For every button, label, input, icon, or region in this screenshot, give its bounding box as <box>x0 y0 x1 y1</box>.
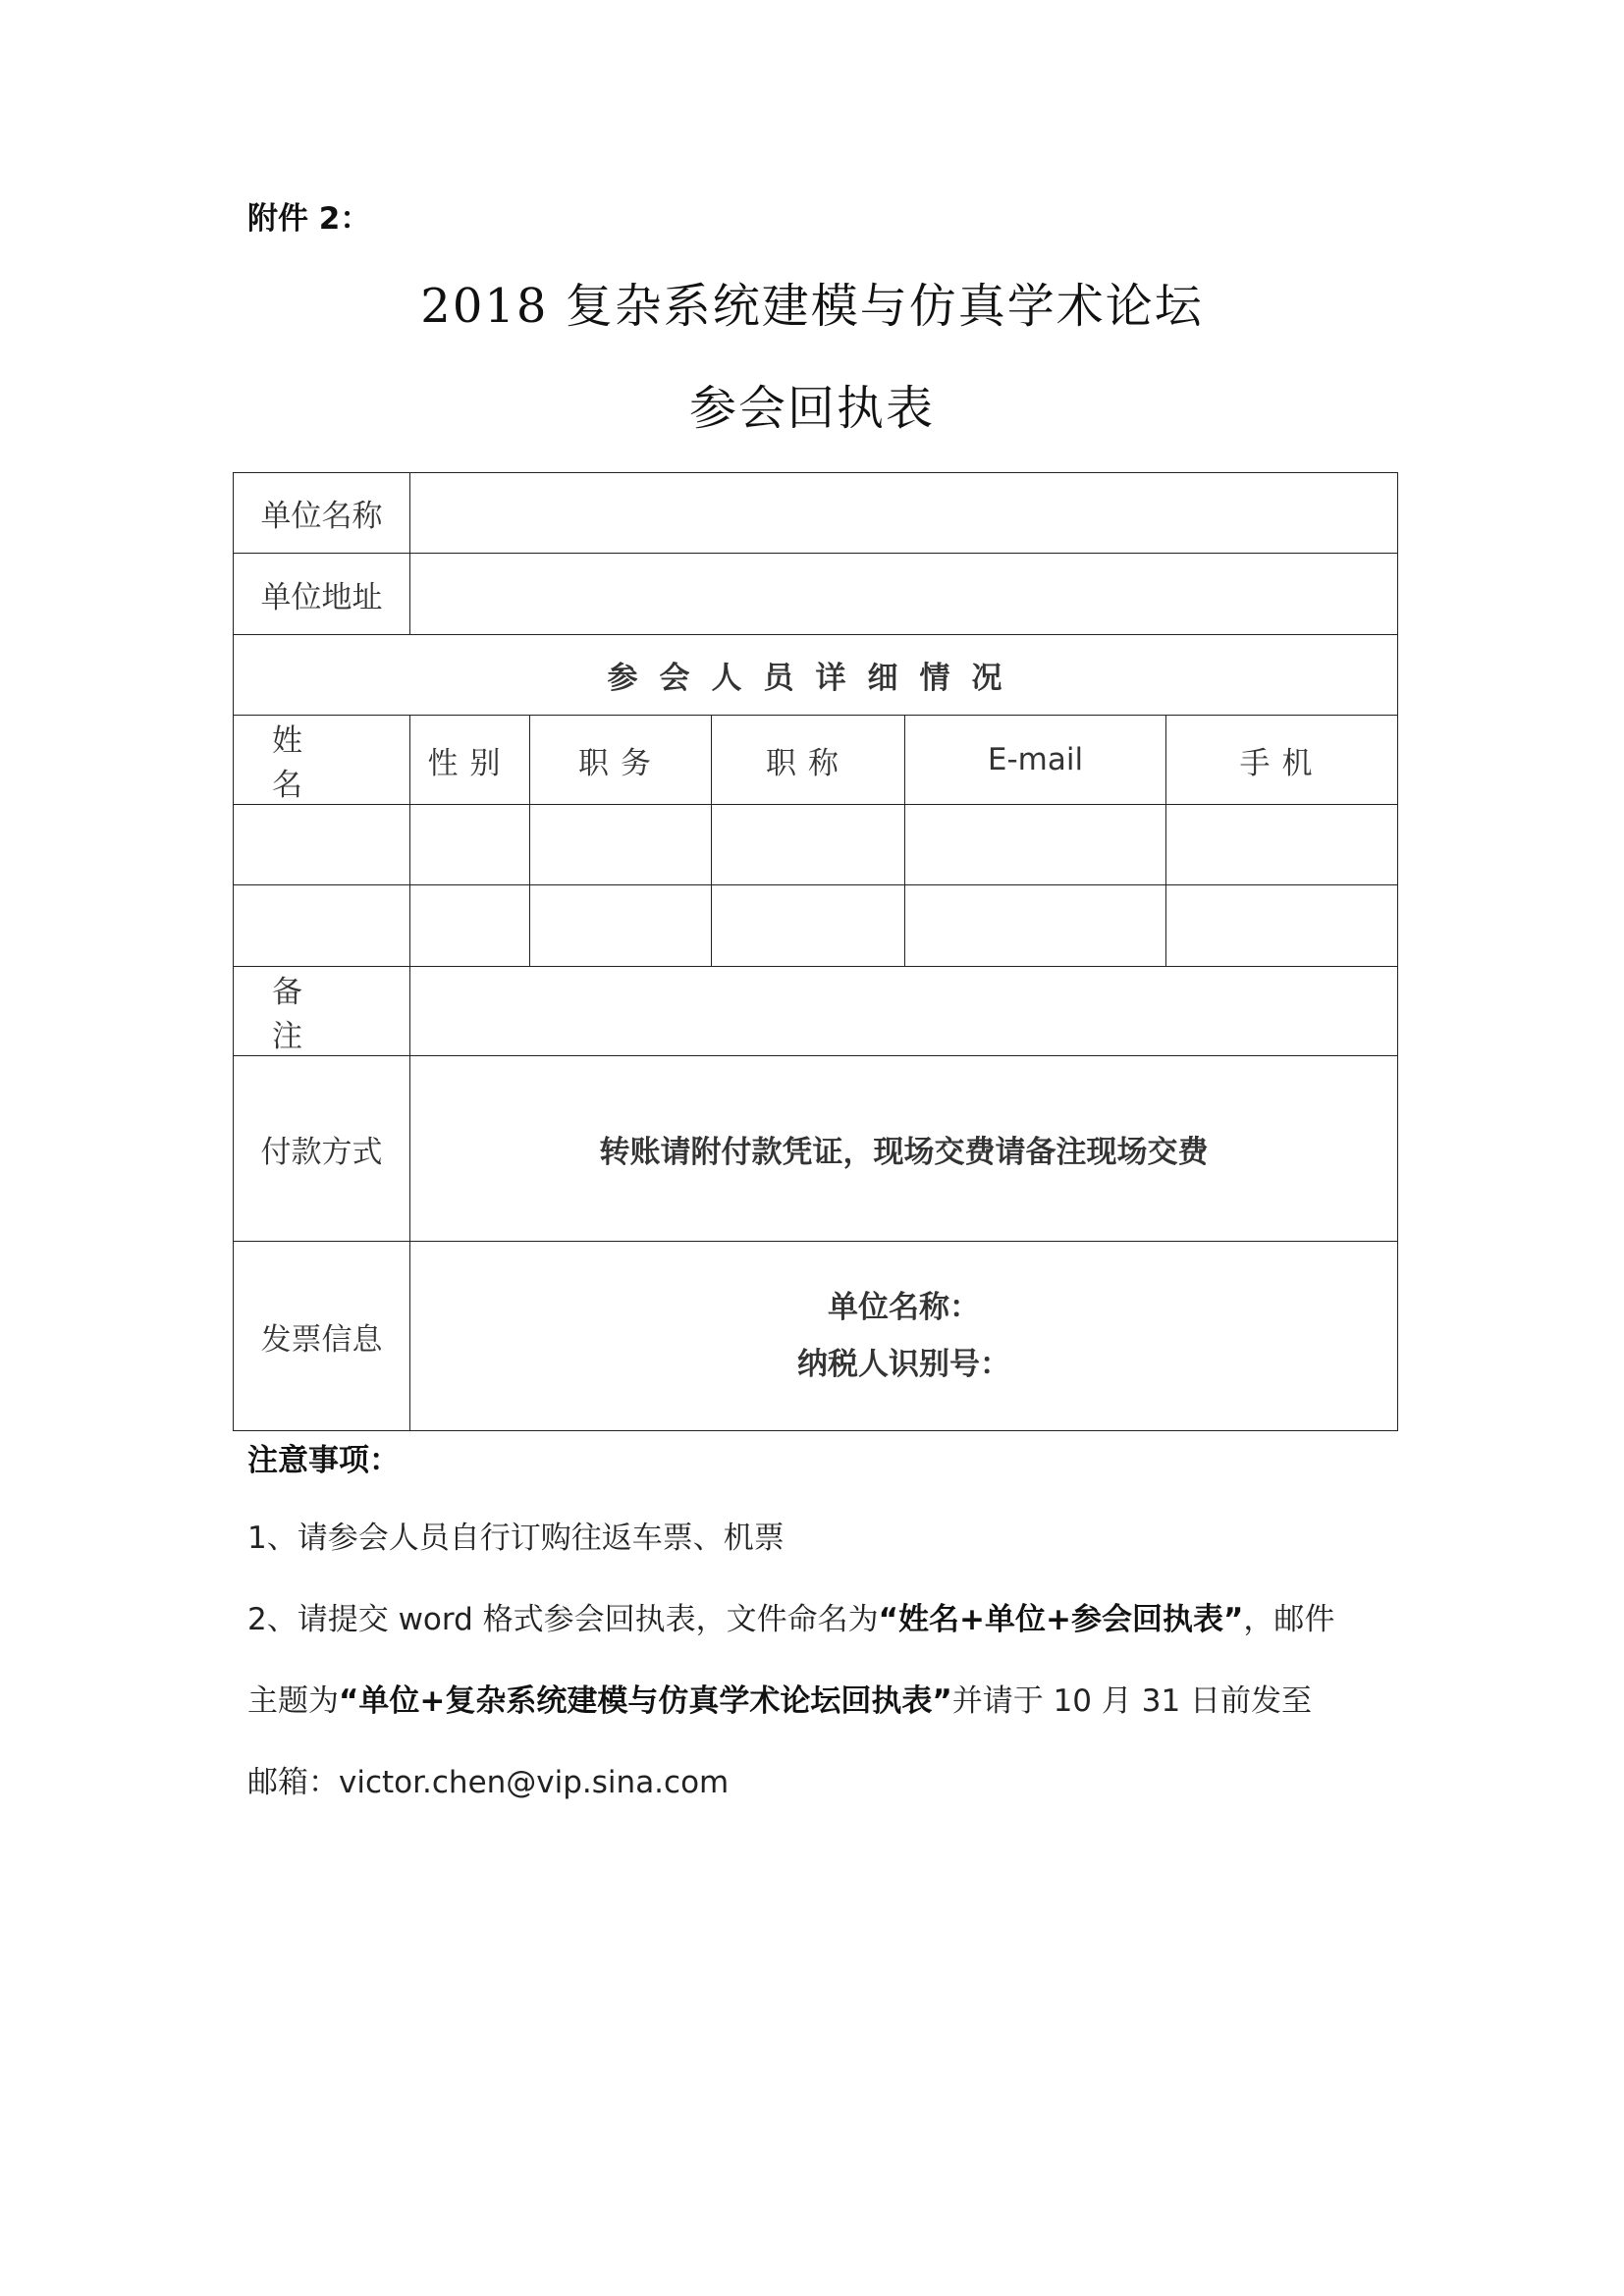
invoice-label: 发票信息 <box>234 1242 410 1431</box>
note-item-2-text: 主题为 <box>247 1683 339 1719</box>
unit-name-label: 单位名称 <box>234 473 410 554</box>
participant-gender-cell[interactable] <box>410 805 530 885</box>
participants-section-header: 参会人员详细情况 <box>234 635 1398 716</box>
participant-title-cell[interactable] <box>712 805 905 885</box>
note-item-2-subject: “单位+复杂系统建模与仿真学术论坛回执表” <box>339 1683 952 1719</box>
participant-email-cell[interactable] <box>905 885 1166 967</box>
note-item-2-email-line: 邮箱：victor.chen@vip.sina.com <box>247 1765 730 1800</box>
unit-name-row <box>234 473 1398 554</box>
form-title: 参会回执表 <box>688 381 935 436</box>
column-header-name: 姓名 <box>234 716 410 805</box>
participant-title-cell[interactable] <box>712 885 905 967</box>
column-header-email: E-mail <box>905 716 1166 805</box>
notes-title: 注意事项： <box>247 1443 400 1478</box>
participant-row <box>234 805 1398 885</box>
note-item-2-text: ，邮件 <box>1243 1602 1335 1637</box>
unit-address-label: 单位地址 <box>234 554 410 635</box>
remarks-label: 备注 <box>234 967 410 1056</box>
column-header-gender: 性别 <box>410 716 530 805</box>
invoice-tax-id-label: 纳税人识别号： <box>797 1347 1011 1382</box>
participant-gender-cell[interactable] <box>410 885 530 967</box>
remarks-row <box>234 967 1398 1056</box>
participant-position-cell[interactable] <box>530 805 712 885</box>
invoice-row <box>234 1242 1398 1431</box>
section-header-row <box>234 635 1398 716</box>
column-header-position: 职务 <box>530 716 712 805</box>
forum-title: 2018 复杂系统建模与仿真学术论坛 <box>420 279 1204 334</box>
note-item-2-line-2 <box>247 1682 1312 1721</box>
participant-row <box>234 885 1398 967</box>
invoice-field[interactable] <box>410 1242 1398 1431</box>
unit-address-field[interactable] <box>410 554 1398 635</box>
note-item-1: 1、请参会人员自行订购往返车票、机票 <box>247 1521 785 1556</box>
unit-address-row <box>234 554 1398 635</box>
participant-email-cell[interactable] <box>905 805 1166 885</box>
note-item-2-text: 并请于 10 月 31 日前发至 <box>951 1683 1313 1719</box>
remarks-field[interactable] <box>410 967 1398 1056</box>
note-item-2-text: 2、请提交 word 格式参会回执表，文件命名为 <box>247 1602 879 1637</box>
note-item-2-filename: “姓名+单位+参会回执表” <box>878 1602 1244 1637</box>
column-header-row <box>234 716 1398 805</box>
invoice-unit-name-label: 单位名称： <box>828 1290 981 1325</box>
participant-mobile-cell[interactable] <box>1166 885 1398 967</box>
participant-name-cell[interactable] <box>234 805 410 885</box>
participant-name-cell[interactable] <box>234 885 410 967</box>
column-header-mobile: 手机 <box>1166 716 1398 805</box>
participant-mobile-cell[interactable] <box>1166 805 1398 885</box>
registration-form-table <box>233 472 1398 1431</box>
payment-row <box>234 1056 1398 1242</box>
attachment-label: 附件 2： <box>247 201 371 237</box>
column-header-title: 职称 <box>712 716 905 805</box>
unit-name-field[interactable] <box>410 473 1398 554</box>
payment-instructions: 转账请附付款凭证，现场交费请备注现场交费 <box>410 1056 1398 1242</box>
payment-label: 付款方式 <box>234 1056 410 1242</box>
participant-position-cell[interactable] <box>530 885 712 967</box>
note-item-2-line-1 <box>247 1600 1334 1639</box>
